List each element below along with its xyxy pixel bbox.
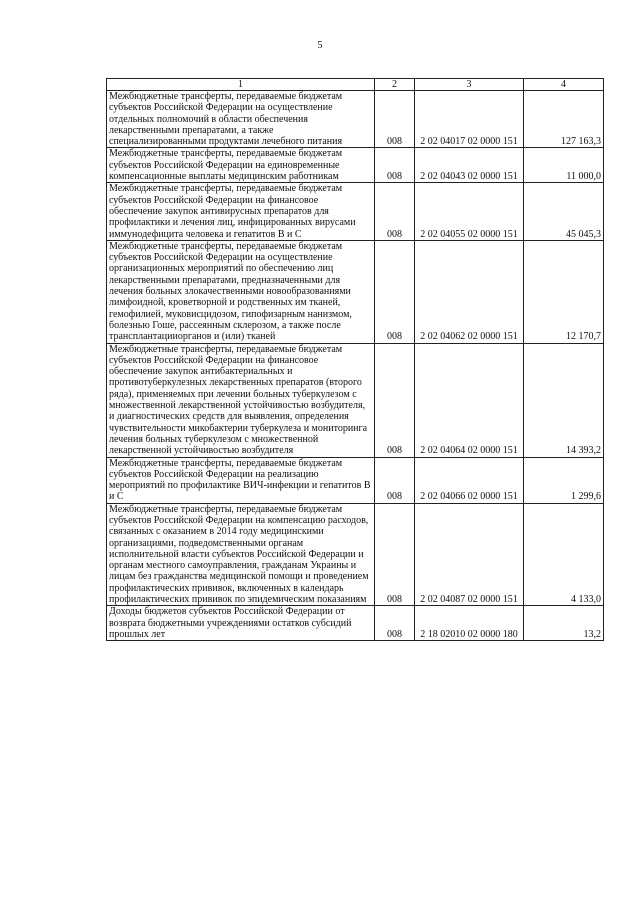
table-row: [107, 183, 604, 240]
revenue-name-cell: Межбюджетные трансферты, передаваемые бюджетам субъектов Российской Федерации на осуществление организационных мероприятий по обеспечению лиц лекарственными препаратами, предназначенными для лечения больных злокачественными новообразованиями лимфоидной, кроветворной и родственных им тканей, гемофилией, муковисцидозом, гипофизарным нанизмом, болезнью Гоше, рассеянным склерозом, а также после трансплантацииорганов и (или) тканей: [107, 240, 375, 343]
revenue-name-cell: Доходы бюджетов субъектов Российской Федерации от возврата бюджетными учреждениями остатков субсидий прошлых лет: [107, 606, 375, 641]
table-row: [107, 606, 604, 641]
amount-cell: 12 170,7: [524, 240, 604, 343]
revenue-name-cell: Межбюджетные трансферты, передаваемые бюджетам субъектов Российской Федерации на осуществление отдельных полномочий в области обеспечения лекарственными препаратами, а также специализированными продуктами лечебного питания: [107, 91, 375, 148]
administrator-code-cell: 008: [375, 148, 415, 183]
revenue-name-cell: Межбюджетные трансферты, передаваемые бюджетам субъектов Российской Федерации на финансовое обеспечение закупок антибактериальных и противотуберкулезных лекарственных препаратов (второго ряда), применяемых при лечении больных туберкулезом с множественной лекарственной устойчивостью возбудителя, и диагностических средств для выявления, определения чувствительности микобактерии туберкулеза и мониторинга лечения больных туберкулезом с множественной лекарственной устойчивостью возбудителя: [107, 343, 375, 457]
revenue-name-cell: Межбюджетные трансферты, передаваемые бюджетам субъектов Российской Федерации на финансовое обеспечение закупок антивирусных препаратов для профилактики и лечения лиц, инфицированных вирусами иммунодефицита человека и гепатитов В и С: [107, 183, 375, 240]
table-row: [107, 91, 604, 148]
table-row: [107, 503, 604, 606]
administrator-code-cell: 008: [375, 91, 415, 148]
amount-cell: 4 133,0: [524, 503, 604, 606]
classification-code-cell: 2 02 04055 02 0000 151: [415, 183, 524, 240]
table-row: [107, 148, 604, 183]
budget-revenue-table: [106, 78, 604, 641]
table-header-row: [107, 79, 604, 91]
page-number: 5: [317, 40, 323, 51]
amount-cell: 1 299,6: [524, 457, 604, 503]
administrator-code-cell: 008: [375, 503, 415, 606]
classification-code-cell: 2 02 04087 02 0000 151: [415, 503, 524, 606]
header-column-3: 3: [415, 79, 524, 91]
classification-code-cell: 2 02 04062 02 0000 151: [415, 240, 524, 343]
administrator-code-cell: 008: [375, 343, 415, 457]
revenue-name-cell: Межбюджетные трансферты, передаваемые бюджетам субъектов Российской Федерации на единовременные компенсационные выплаты медицинским работникам: [107, 148, 375, 183]
amount-cell: 11 000,0: [524, 148, 604, 183]
header-column-2: 2: [375, 79, 415, 91]
amount-cell: 13,2: [524, 606, 604, 641]
amount-cell: 127 163,3: [524, 91, 604, 148]
revenue-name-cell: Межбюджетные трансферты, передаваемые бюджетам субъектов Российской Федерации на реализацию мероприятий по профилактике ВИЧ-инфекции и гепатитов В и С: [107, 457, 375, 503]
classification-code-cell: 2 18 02010 02 0000 180: [415, 606, 524, 641]
administrator-code-cell: 008: [375, 606, 415, 641]
classification-code-cell: 2 02 04064 02 0000 151: [415, 343, 524, 457]
administrator-code-cell: 008: [375, 240, 415, 343]
administrator-code-cell: 008: [375, 183, 415, 240]
amount-cell: 45 045,3: [524, 183, 604, 240]
classification-code-cell: 2 02 04017 02 0000 151: [415, 91, 524, 148]
revenue-name-cell: Межбюджетные трансферты, передаваемые бюджетам субъектов Российской Федерации на компенсацию расходов, связанных с оказанием в 2014 году медицинскими организациями, подведомственными органам исполнительной власти субъектов Российской Федерации и органам местного самоуправления, гражданам Украины и лицам без гражданства медицинской помощи и проведением профилактических прививок, включенных в календарь профилактических прививок по эпидемическим показаниям: [107, 503, 375, 606]
table-row: [107, 457, 604, 503]
header-column-1: 1: [107, 79, 375, 91]
administrator-code-cell: 008: [375, 457, 415, 503]
classification-code-cell: 2 02 04066 02 0000 151: [415, 457, 524, 503]
table-row: [107, 343, 604, 457]
table-row: [107, 240, 604, 343]
classification-code-cell: 2 02 04043 02 0000 151: [415, 148, 524, 183]
header-column-4: 4: [524, 79, 604, 91]
amount-cell: 14 393,2: [524, 343, 604, 457]
